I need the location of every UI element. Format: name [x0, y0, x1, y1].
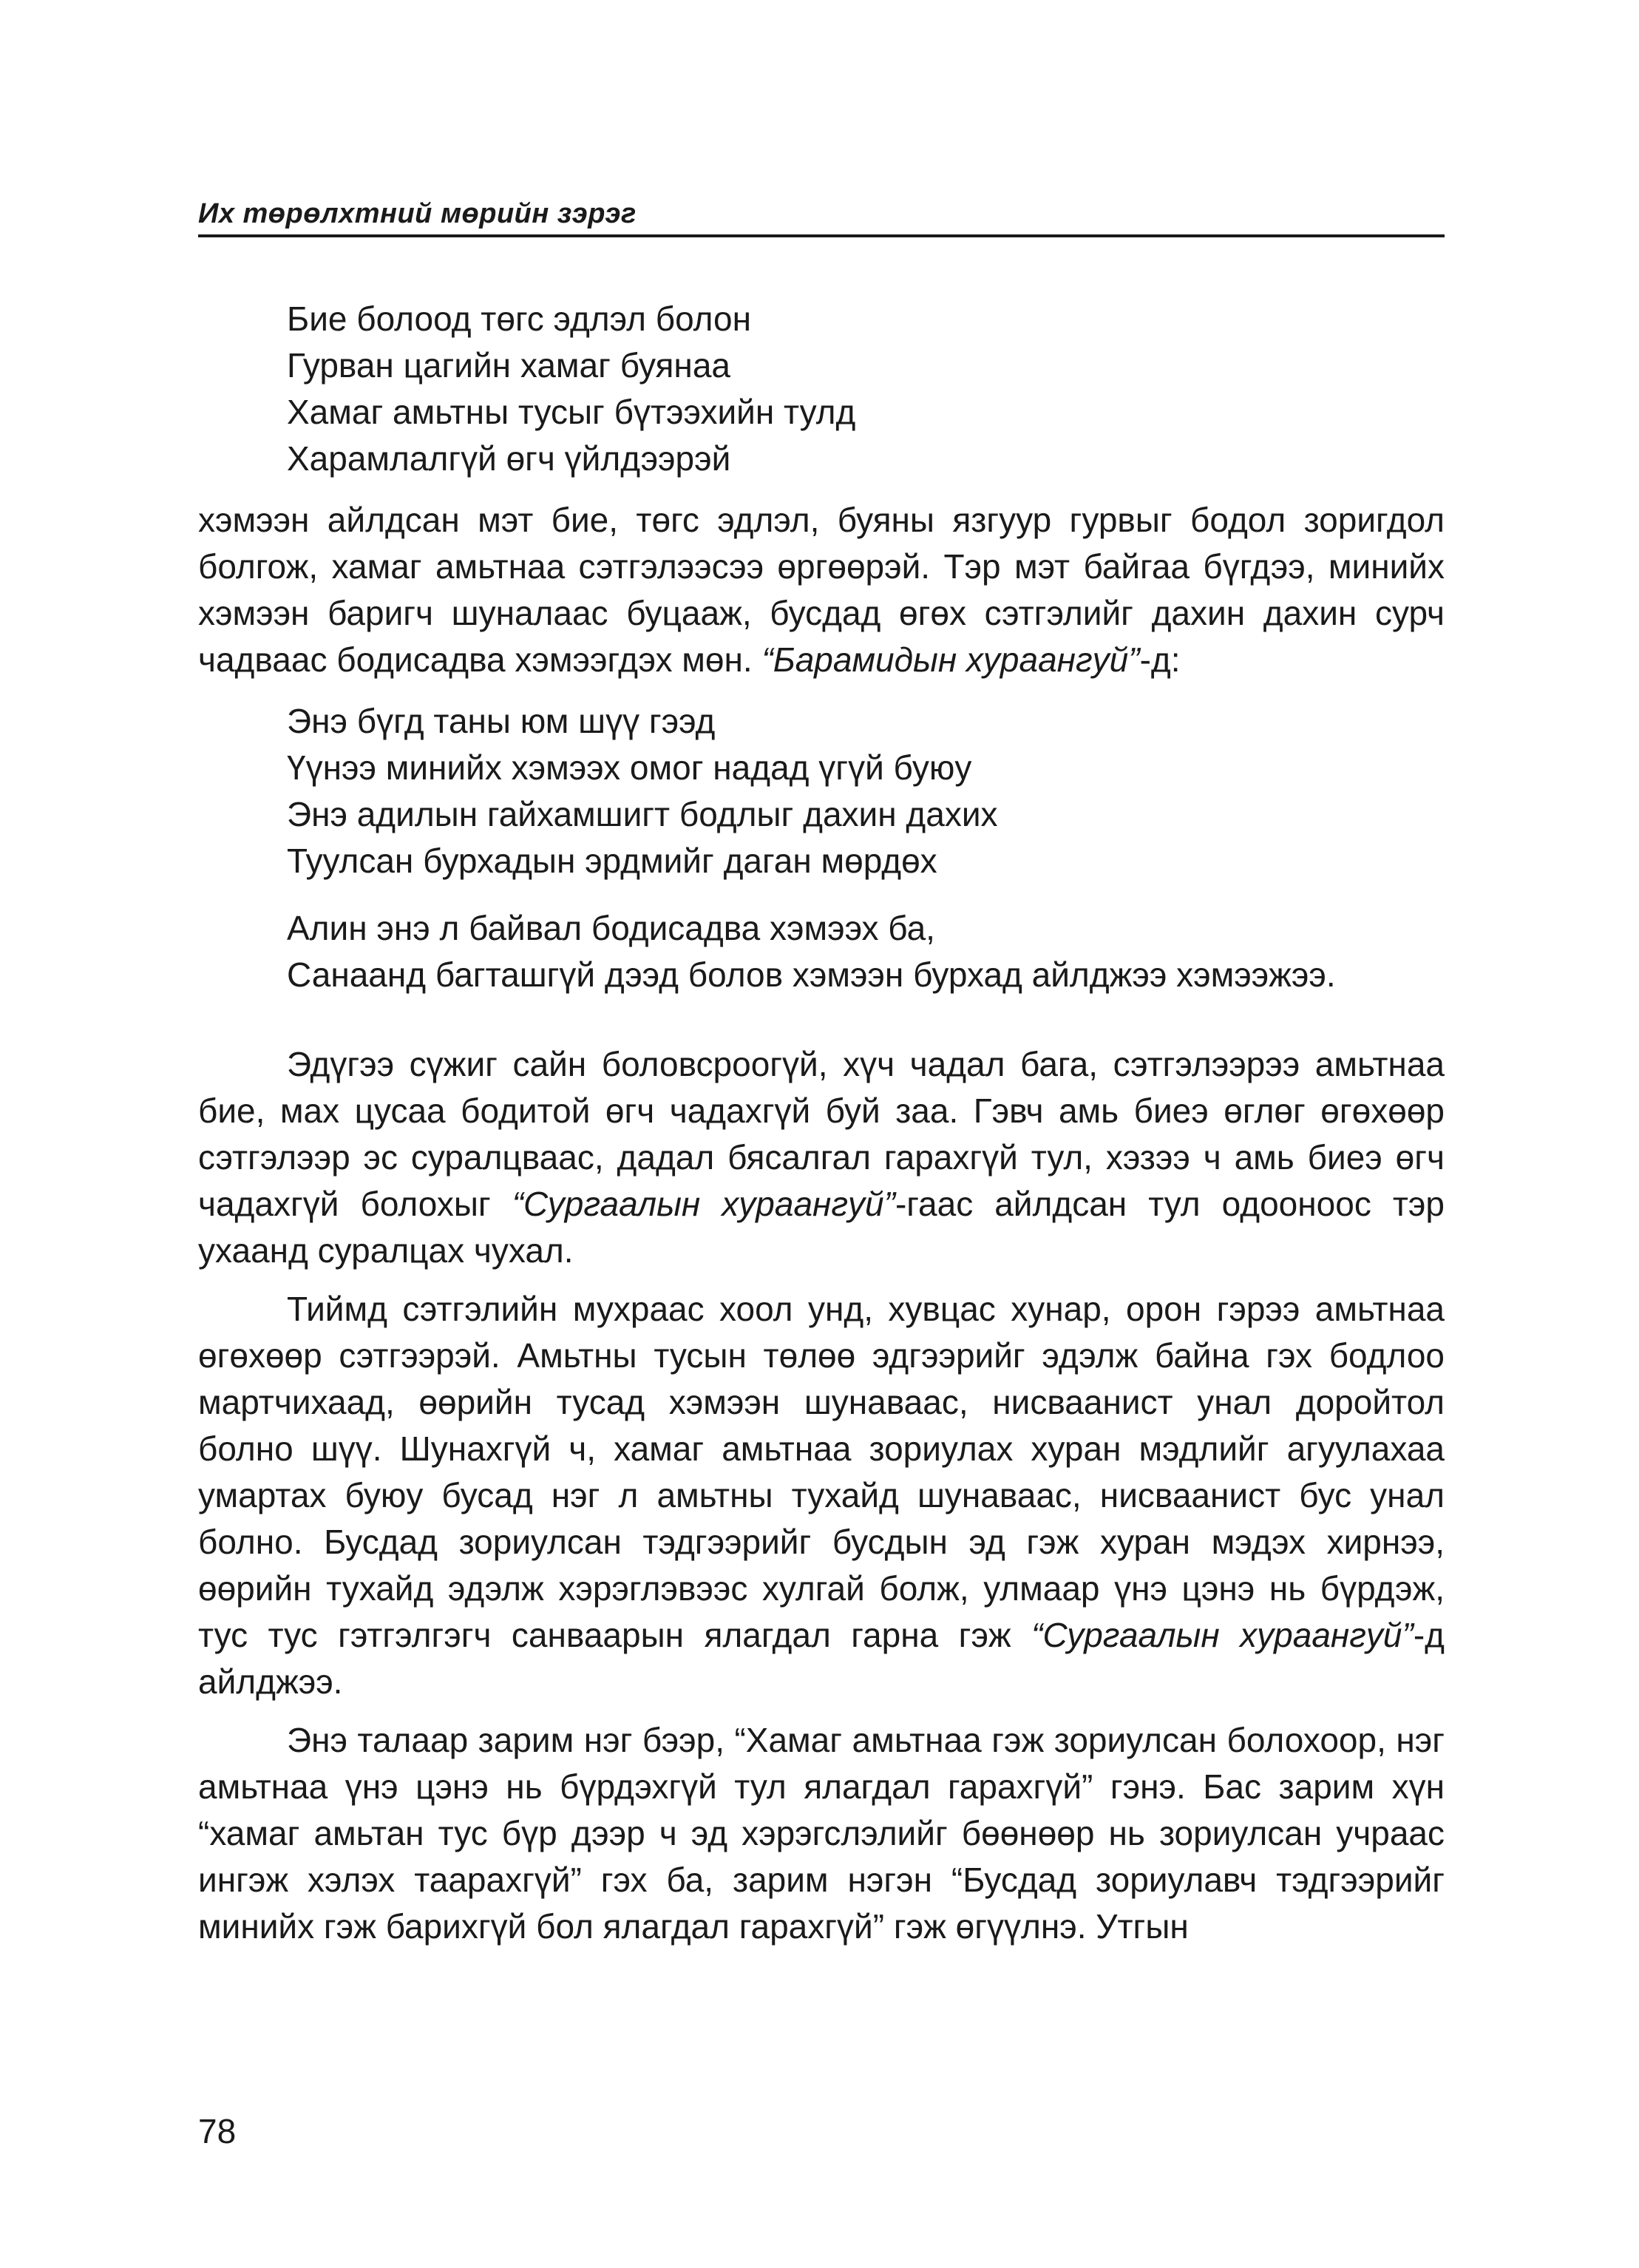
page-body	[198, 296, 1445, 1962]
verse-line: Энэ бүгд таны юм шүү гээд	[287, 702, 716, 740]
paragraph-suffix: -д:	[1139, 640, 1181, 679]
paragraph-text: Эдүгээ сүжиг сайн боловсроогүй, хүч чадал бага, сэтгэлээрээ амьтнаа бие, мах цусаа бодитой өгч чадахгүй буй заа. Гэвч амь биеэ өглөг өгөхөөр сэтгэлээр эс суралцваас, дадал бясалгал гарахгүй тул, хэзээ ч амь биеэ өгч чадахгүй болохыг	[198, 1045, 1445, 1223]
verse-line: Бие болоод төгс эдлэл болон	[287, 299, 751, 338]
running-header	[198, 198, 1445, 237]
paragraph-suffix: -д айлджээ.	[198, 1616, 1445, 1701]
verse-line: Алин энэ л байвал бодисадва хэмээх ба,	[287, 909, 935, 947]
source-citation: “Сургаалын хураангуй”	[1031, 1616, 1414, 1654]
source-citation: “Сургаалын хураангуй”	[512, 1185, 895, 1223]
verse-line: Туулсан бурхадын эрдмийг даган мөрдөх	[287, 842, 937, 880]
verse-line: Энэ адилын гайхамшигт бодлыг дахин дахих	[287, 795, 998, 833]
paragraph	[198, 1286, 1445, 1705]
paragraph	[198, 1717, 1445, 1950]
verse-line: Санаанд багташгүй дээд болов хэмээн бурхад айлджээ хэмээжээ.	[287, 955, 1336, 994]
verse-block	[287, 698, 1445, 884]
paragraph	[198, 1041, 1445, 1274]
verse-line: Харамлалгүй өгч үйлдээрэй	[287, 439, 731, 478]
paragraph-text: Тиймд сэтгэлийн мухраас хоол унд, хувцас хунар, орон гэрээ амьтнаа өгөхөөр сэтгээрэй. Амьтны тусын төлөө эдгээрийг эдэлж байна гэх бодлоо мартчихаад, өөрийн тусад хэмээн шунаваас, нисваанист унал доройтол болно шүү. Шунахгүй ч, хамаг амьтнаа зориулах хуран мэдлийг агуулахаа умартах буюу бусад нэг л амьтны тухайд шунаваас, нисваанист бус унал болно. Бусдад зориулсан тэдгээрийг бусдын эд гэж хуран мэдэх хирнээ, өөрийн тухайд эдэлж хэрэглэвээс хулгай болж, улмаар үнэ цэнэ нь бүрдэж, тус тус гэтгэлгэгч санваарын ялагдал гарна гэж	[198, 1290, 1445, 1654]
paragraph-text: Энэ талаар зарим нэг бээр, “Хамаг амьтнаа гэж зориулсан болохоор, нэг амьтнаа үнэ цэнэ нь бүрдэхгүй тул ялагдал гарахгүй” гэнэ. Бас зарим хүн “хамаг амьтан тус бүр дээр ч эд хэрэгслэлийг бөөнөөр нь зориулсан учраас ингэж хэлэх таарахгүй” гэх ба, зарим нэгэн “Бусдад зориулавч тэдгээрийг минийх гэж барихгүй бол ялагдал гарахгүй” гэж өгүүлнэ. Утгын	[198, 1721, 1445, 1946]
paragraph-text: хэмээн айлдсан мэт бие, төгс эдлэл, буяны язгуур гурвыг бодол зоригдол болгож, хамаг амьтнаа сэтгэлээсээ өргөөрэй. Тэр мэт байгаа бүгдээ, минийх хэмээн баригч шуналаас буцааж, бусдад өгөх сэтгэлийг дахин дахин сурч чадваас бодисадва хэмээгдэх мөн.	[198, 501, 1445, 679]
running-title: Их төрөлхтний мөрийн зэрэг	[198, 198, 637, 229]
verse-block	[287, 905, 1445, 998]
verse-line: Үүнээ минийх хэмээх омог надад үгүй буюу	[287, 748, 972, 787]
verse-block	[287, 296, 1445, 482]
verse-line: Гурван цагийн хамаг буянаа	[287, 346, 730, 385]
page-number: 78	[198, 2112, 237, 2150]
paragraph-suffix: -гаас айлдсан тул одооноос тэр ухаанд суралцах чухал.	[198, 1185, 1445, 1270]
paragraph	[198, 497, 1445, 683]
verse-line: Хамаг амьтны тусыг бүтээхийн тулд	[287, 393, 856, 431]
source-citation: “Барамидын хураангуй”	[761, 640, 1140, 679]
